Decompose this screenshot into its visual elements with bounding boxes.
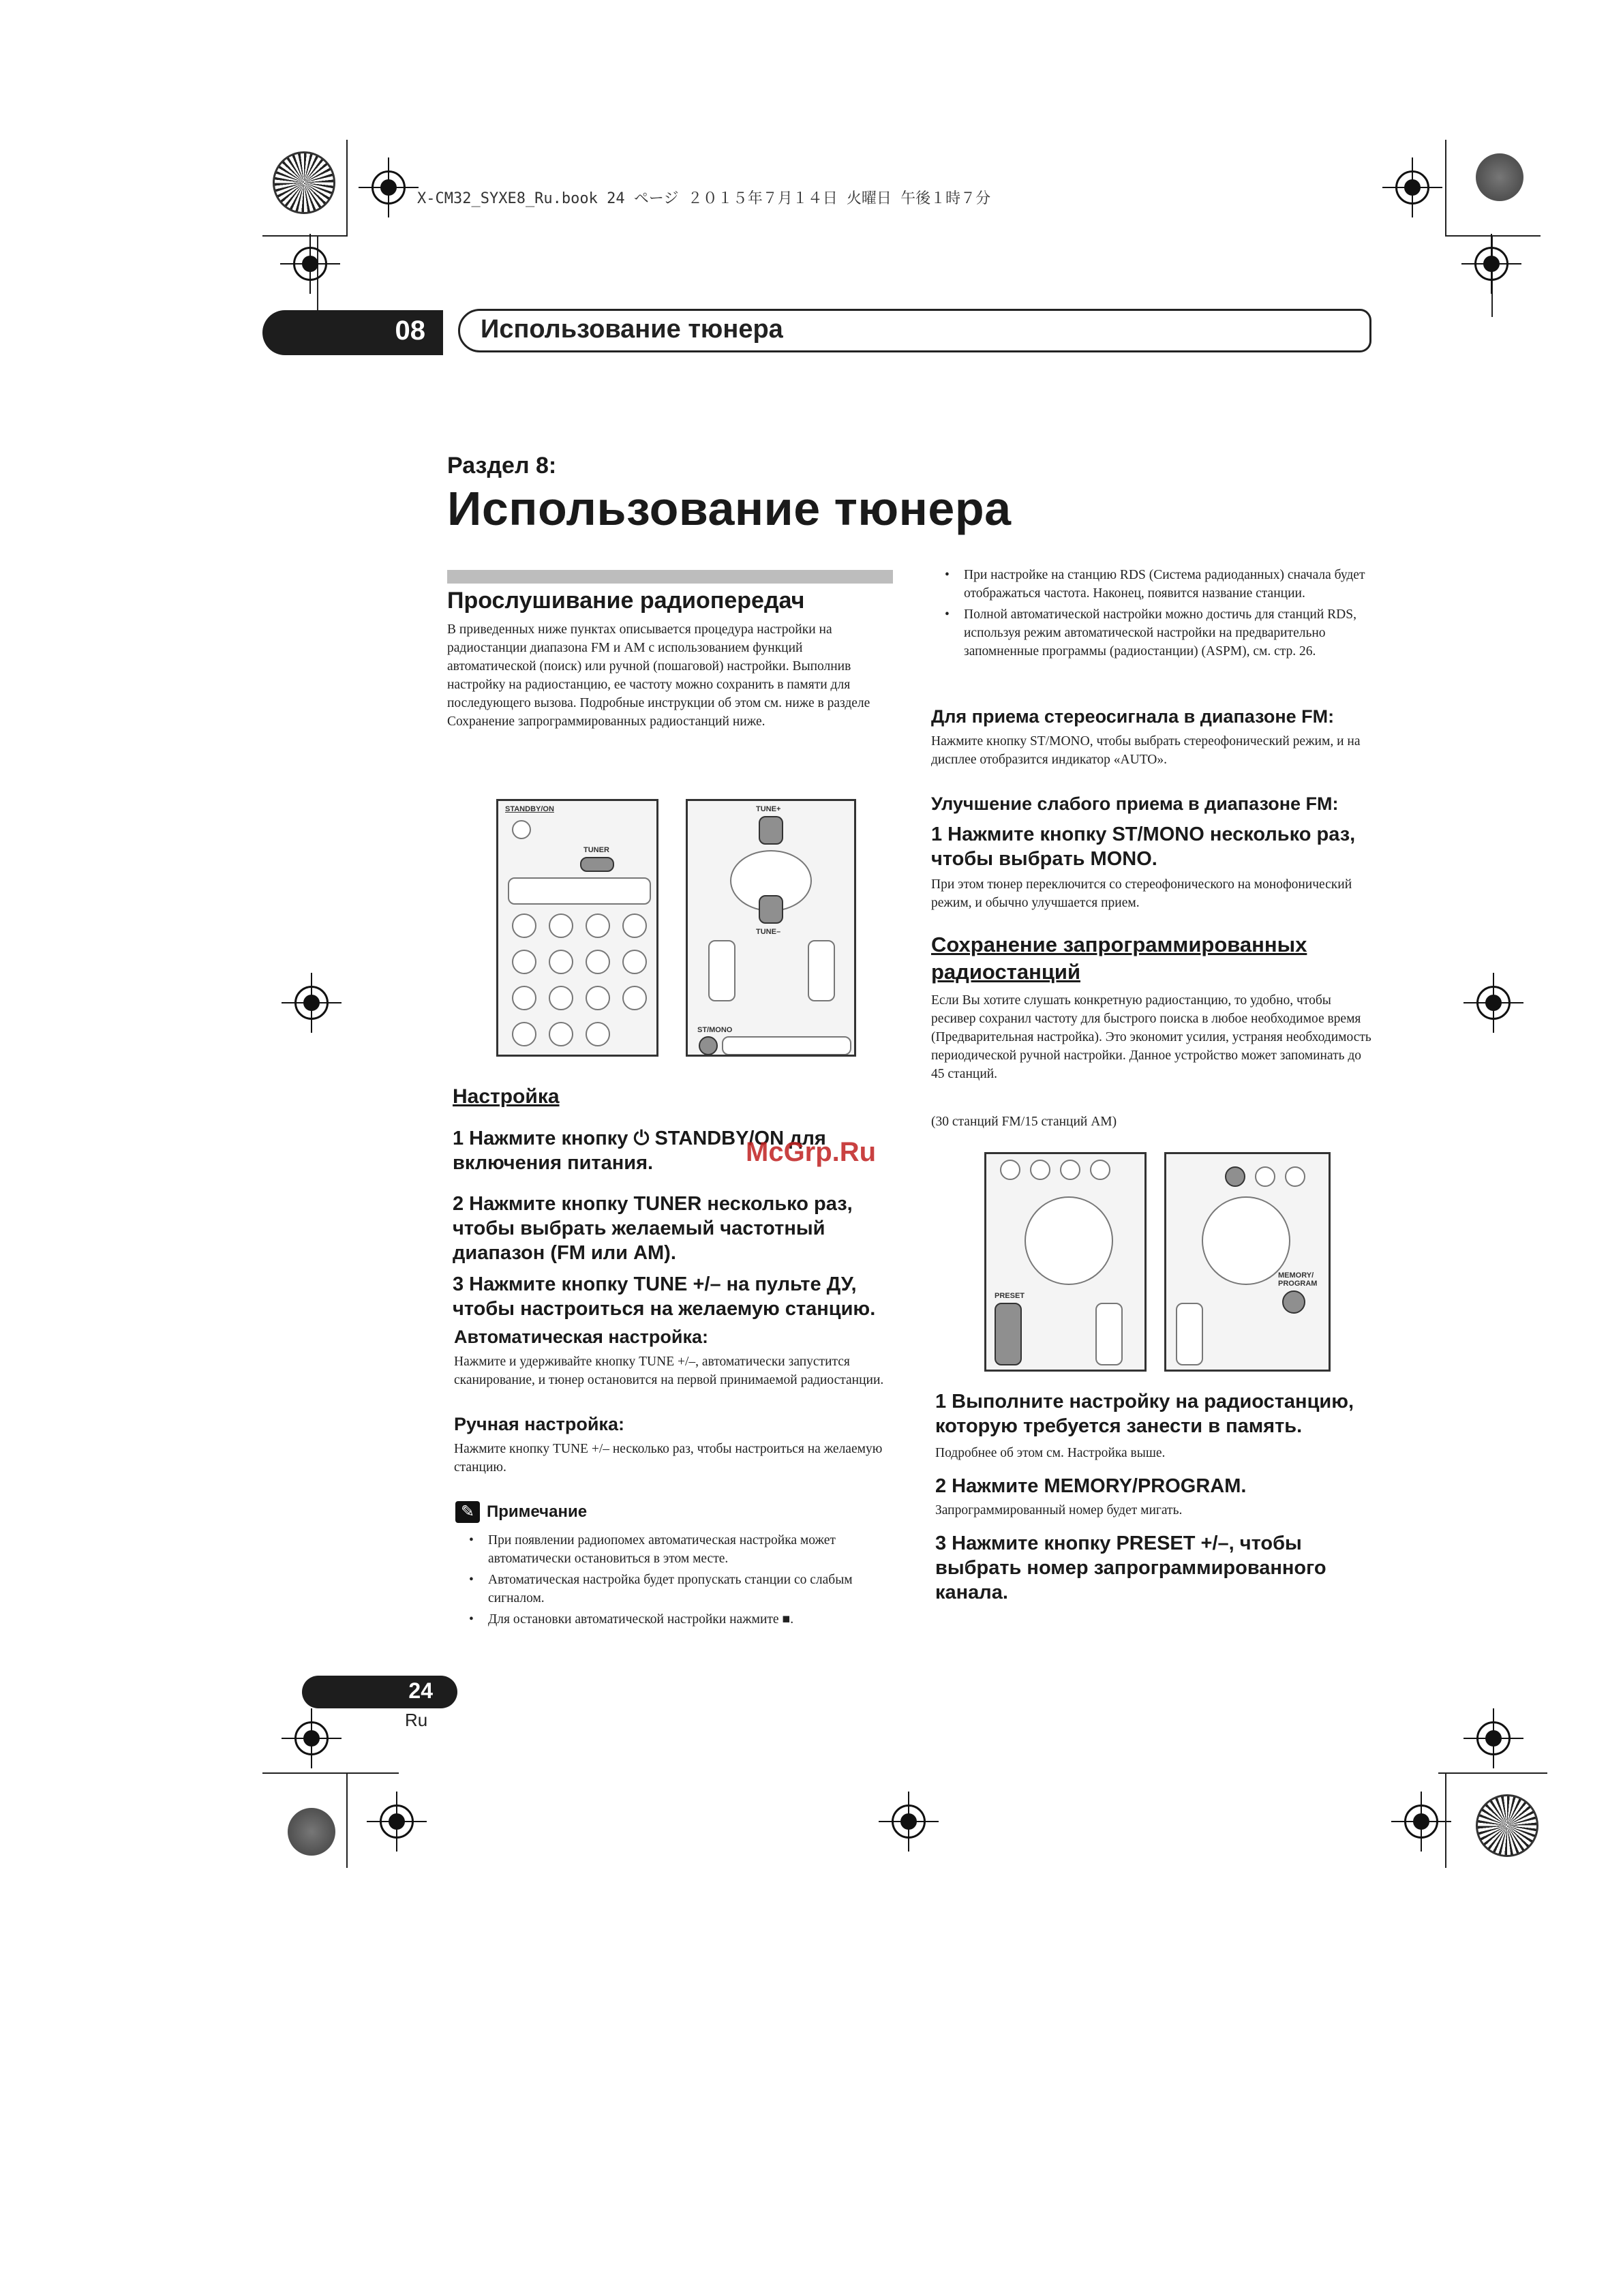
num-key xyxy=(512,950,536,974)
cursor-pad-icon xyxy=(1025,1196,1113,1285)
registration-mark-icon xyxy=(371,170,406,205)
key xyxy=(1000,1160,1020,1180)
weak-signal-text: При этом тюнер переключится со стереофонического на монофонический режим, и обычно улучшается прием. xyxy=(931,877,1352,910)
chapter-title: Использование тюнера xyxy=(481,315,783,344)
rds-bullet: • Полной автоматической настройки можно достичь для станций RDS, используя режим автоматической настройки на предварительно запомненные программы (радиостанции) (ASPM), см. стр. 26. xyxy=(931,605,1374,661)
remote-illustration-preset xyxy=(984,1152,1147,1372)
tuner-button-icon xyxy=(580,857,614,872)
transport-row xyxy=(722,1036,851,1055)
preset-rocker-icon xyxy=(995,1303,1022,1365)
weak-signal-step: 1 Нажмите кнопку ST/MONO несколько раз, чтобы выбрать MONO. xyxy=(931,824,1356,870)
st-mono-label: ST/MONO xyxy=(697,1026,733,1034)
volume-rocker xyxy=(1095,1303,1123,1365)
listening-intro: В приведенных ниже пунктах описывается процедура настройки на радиостанции диапазона FM и AM с использованием функций автоматической (поиск) или ручной (пошаговой) настройки. Выполнив настройку на радиостанцию, ее частоту можно сохранить в памяти для последующего вызова. Подробные инструкции об этом см. ниже в разделе Сохранение запрограммированных радиостанций ниже. xyxy=(447,622,870,729)
key xyxy=(1060,1160,1080,1180)
preset-step-1: 1 Выполните настройку на радиостанцию, которую требуется занести в память. xyxy=(935,1391,1354,1437)
rds-bullet: • При настройке на станцию RDS (Система радиоданных) сначала будет отображаться частота. Наконец, появится название станции. xyxy=(931,566,1374,603)
tune-down-button-icon xyxy=(759,895,783,924)
num-key xyxy=(622,986,647,1010)
preset-text: Если Вы хотите слушать конкретную радиостанцию, то удобно, чтобы ресивер сохранил частоту для быстрого поиска в любое необходимое время (Предварительная настройка). Это экономит усилия, устраняя необходимость периодической ручной настройки. Данное устройство может запоминать до 45 станций. xyxy=(931,993,1371,1081)
page-number: 24 xyxy=(408,1678,433,1703)
num-key xyxy=(586,913,610,938)
volume-rocker xyxy=(708,940,735,1001)
registration-mark-icon xyxy=(294,986,329,1020)
num-key xyxy=(512,1022,536,1046)
registration-mark-icon xyxy=(892,1804,926,1839)
key xyxy=(1255,1166,1275,1187)
chapter-title-bar xyxy=(458,309,1371,352)
preset-step-2-text: Запрограммированный номер будет мигать. xyxy=(935,1503,1183,1517)
num-key xyxy=(549,1022,573,1046)
note-list xyxy=(455,1531,898,1631)
print-job-header: X-CM32_SYXE8_Ru.book 24 ページ ２０１５年７月１４日 火曜日 午後１時７分 xyxy=(417,190,991,207)
preset-heading: Сохранение запрограммированных радиостанций xyxy=(931,933,1307,984)
key xyxy=(1090,1160,1110,1180)
registration-mark-icon xyxy=(293,247,327,281)
clear-button-icon xyxy=(1225,1166,1245,1187)
note-item: • Автоматическая настройка будет пропускать станции со слабым сигналом. xyxy=(455,1571,898,1607)
tune-plus-label: TUNE+ xyxy=(756,805,781,813)
num-key xyxy=(622,913,647,938)
page-number-tab xyxy=(302,1676,457,1708)
section-label: Раздел 8: xyxy=(447,453,557,479)
note-item: • Для остановки автоматической настройки нажмите ■. xyxy=(455,1610,898,1629)
stereo-text: Нажмите кнопку ST/MONO, чтобы выбрать стереофонический режим, и на дисплее отобразится индикатор «AUTO». xyxy=(931,734,1361,767)
remote-illustration-tune xyxy=(686,799,856,1057)
preset-count: (30 станций FM/15 станций AM) xyxy=(931,1115,1117,1129)
num-key xyxy=(512,913,536,938)
volume-rocker xyxy=(1176,1303,1203,1365)
standby-label: STANDBY/ON xyxy=(505,805,554,813)
registration-mark-icon xyxy=(1476,1721,1511,1755)
memory-button-icon xyxy=(1282,1290,1305,1314)
preset-step-3: 3 Нажмите кнопку PRESET +/–, чтобы выбрать номер запрограммированного канала. xyxy=(935,1532,1326,1603)
note-heading: Примечание xyxy=(487,1502,588,1521)
num-key xyxy=(586,986,610,1010)
tuner-label: TUNER xyxy=(583,846,609,854)
registration-mark-icon xyxy=(1395,170,1429,205)
preset-label: PRESET xyxy=(995,1292,1025,1300)
section-title: Использование тюнера xyxy=(447,482,1012,535)
tune-up-button-icon xyxy=(759,816,783,845)
power-button-icon xyxy=(512,820,531,839)
registration-mark-icon xyxy=(1474,247,1508,281)
auto-tuning-heading: Автоматическая настройка: xyxy=(454,1327,709,1347)
color-target-icon xyxy=(273,151,335,214)
color-target-icon xyxy=(1476,1794,1538,1857)
page-language: Ru xyxy=(405,1710,428,1730)
num-key xyxy=(512,986,536,1010)
function-row xyxy=(508,877,651,905)
weak-signal-heading: Улучшение слабого приема в диапазоне FM: xyxy=(931,794,1339,814)
preset-step-2: 2 Нажмите MEMORY/PROGRAM. xyxy=(935,1475,1247,1497)
num-key xyxy=(586,950,610,974)
tune-minus-label: TUNE– xyxy=(756,928,781,936)
watermark: McGrp.Ru xyxy=(746,1137,877,1167)
auto-tuning-text: Нажмите и удерживайте кнопку TUNE +/–, автоматически запустится сканирование, и тюнер остановится на первой принимаемой радиостанции. xyxy=(454,1355,884,1387)
chapter-number-tab xyxy=(262,310,443,355)
manual-tuning-text: Нажмите кнопку TUNE +/– несколько раз, чтобы настроиться на желаемую станцию. xyxy=(454,1442,883,1475)
remote-illustration-memory xyxy=(1164,1152,1331,1372)
stereo-heading: Для приема стереосигнала в диапазоне FM: xyxy=(931,706,1335,727)
channel-rocker xyxy=(808,940,835,1001)
registration-mark-icon xyxy=(294,1721,329,1755)
num-key xyxy=(549,913,573,938)
registration-mark-icon xyxy=(1476,986,1511,1020)
note-item: • При появлении радиопомех автоматическая настройка может автоматически остановиться в этом месте. xyxy=(455,1531,898,1568)
cursor-pad-icon xyxy=(1202,1196,1290,1285)
num-key xyxy=(549,986,573,1010)
tuning-step-1: 1 Нажмите кнопку ⏻ STANDBY/ON для включения питания. xyxy=(453,1128,826,1174)
tuning-step-3: 3 Нажмите кнопку TUNE +/– на пульте ДУ, чтобы настроиться на желаемую станцию. xyxy=(453,1273,876,1320)
num-key xyxy=(622,950,647,974)
preset-step-1-text: Подробнее об этом см. Настройка выше. xyxy=(935,1446,1166,1460)
rds-bullets xyxy=(931,566,1374,663)
section-divider xyxy=(447,570,893,584)
gray-target-icon xyxy=(1476,153,1523,201)
registration-mark-icon xyxy=(380,1804,414,1839)
listening-heading: Прослушивание радиопередач xyxy=(447,588,805,614)
num-key xyxy=(549,950,573,974)
st-mono-button-icon xyxy=(699,1036,718,1055)
num-key xyxy=(586,1022,610,1046)
registration-mark-icon xyxy=(1404,1804,1438,1839)
tuning-heading: Настройка xyxy=(453,1085,560,1108)
tuning-step-2: 2 Нажмите кнопку TUNER несколько раз, чтобы выбрать желаемый частотный диапазон (FM или AM). xyxy=(453,1193,853,1264)
note-pencil-icon: ✎ xyxy=(455,1501,480,1523)
key xyxy=(1030,1160,1050,1180)
remote-illustration-standby xyxy=(496,799,658,1057)
gray-target-icon xyxy=(288,1808,335,1856)
key xyxy=(1285,1166,1305,1187)
manual-tuning-heading: Ручная настройка: xyxy=(454,1414,624,1434)
chapter-number: 08 xyxy=(395,316,425,346)
memory-label: MEMORY/ PROGRAM xyxy=(1278,1271,1318,1288)
